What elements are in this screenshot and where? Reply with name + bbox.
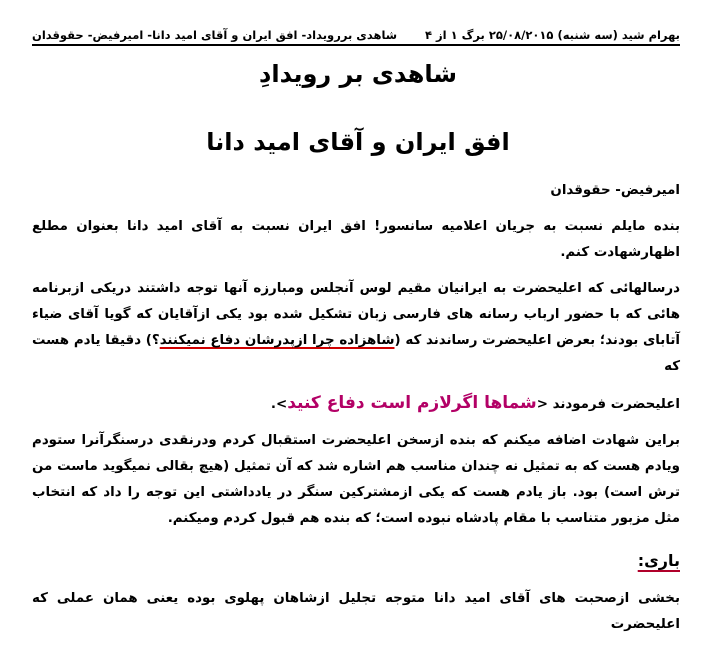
section-heading	[32, 542, 680, 576]
document-body	[32, 178, 680, 648]
bari-heading: باری:	[637, 551, 680, 570]
paragraph-4: براین شهادت اضافه میکنم که بنده ازسخن اعلیحضرت استقبال کردم ودرنقدی درسنگرآنرا ستودم ویادم هست که به تمثیل نه چندان مناسب هم اشاره شد که آن تمثیل (هیچ بقالی نمیگوید ماست من ترش است) بود. باز یادم هست که یکی ازمشترکین سنگر در یادداشتی این توجه را داد که انتخاب مثل مزبور متناسب با مقام پادشاه نبوده است؛ که بنده هم قبول کردم ومیکنم.	[32, 433, 680, 526]
header-title: شاهدی بررویداد- افق ایران و آقای امید دانا- امیرفیض- حقوقدان	[32, 28, 398, 42]
document-title: شاهدی بر رویدادِ	[259, 60, 457, 88]
paragraph-2	[32, 276, 680, 380]
header-author-date: بهرام شید (سه شنبه) ۲۵/۰۸/۲۰۱۵ برگ ۱ از ۴	[424, 28, 680, 42]
paragraph-3-after: >.	[270, 397, 288, 412]
document-subtitle: افق ایران و آقای امید دانا	[206, 128, 510, 156]
paragraph-2-after: ؟) دقیقا یادم هست که	[32, 333, 680, 374]
page-header	[32, 20, 680, 46]
paragraph-3	[32, 390, 680, 418]
paragraph-2-text: درسالهائی که اعلیحضرت به ایرانیان مقیم لوس آنجلس ومبارزه آنها توجه داشتند دریکی ازبرنامه هائی که با حضور ارباب رسانه های فارسی زبان تشکیل شده بود یکی ازآقایان که گویا آقای ضیاء آتابای بودند؛ بعرض اعلیحضرت رساندند که (	[32, 281, 680, 348]
paragraph-3-before: اعلیحضرت فرمودند <	[536, 397, 680, 412]
paragraph-1: بنده مایلم نسبت به جریان اعلامیه سانسور! افق ایران نسبت به آقای امید دانا بعنوان مطلع اظهارشهادت کنم.	[32, 219, 680, 260]
paragraph-5: بخشی ازصحبت های آقای امید دانا متوجه تجلیل ازشاهان پهلوی بوده یعنی همان عملی که اعلیحضرت	[32, 591, 680, 632]
emphasized-quote: شماها اگرلازم است دفاع کنید	[287, 393, 537, 413]
author-line: امیرفیض- حقوقدان	[550, 183, 680, 198]
underlined-quote: شاهزاده چرا ازپدرشان دفاع نمیکنند	[159, 333, 395, 348]
